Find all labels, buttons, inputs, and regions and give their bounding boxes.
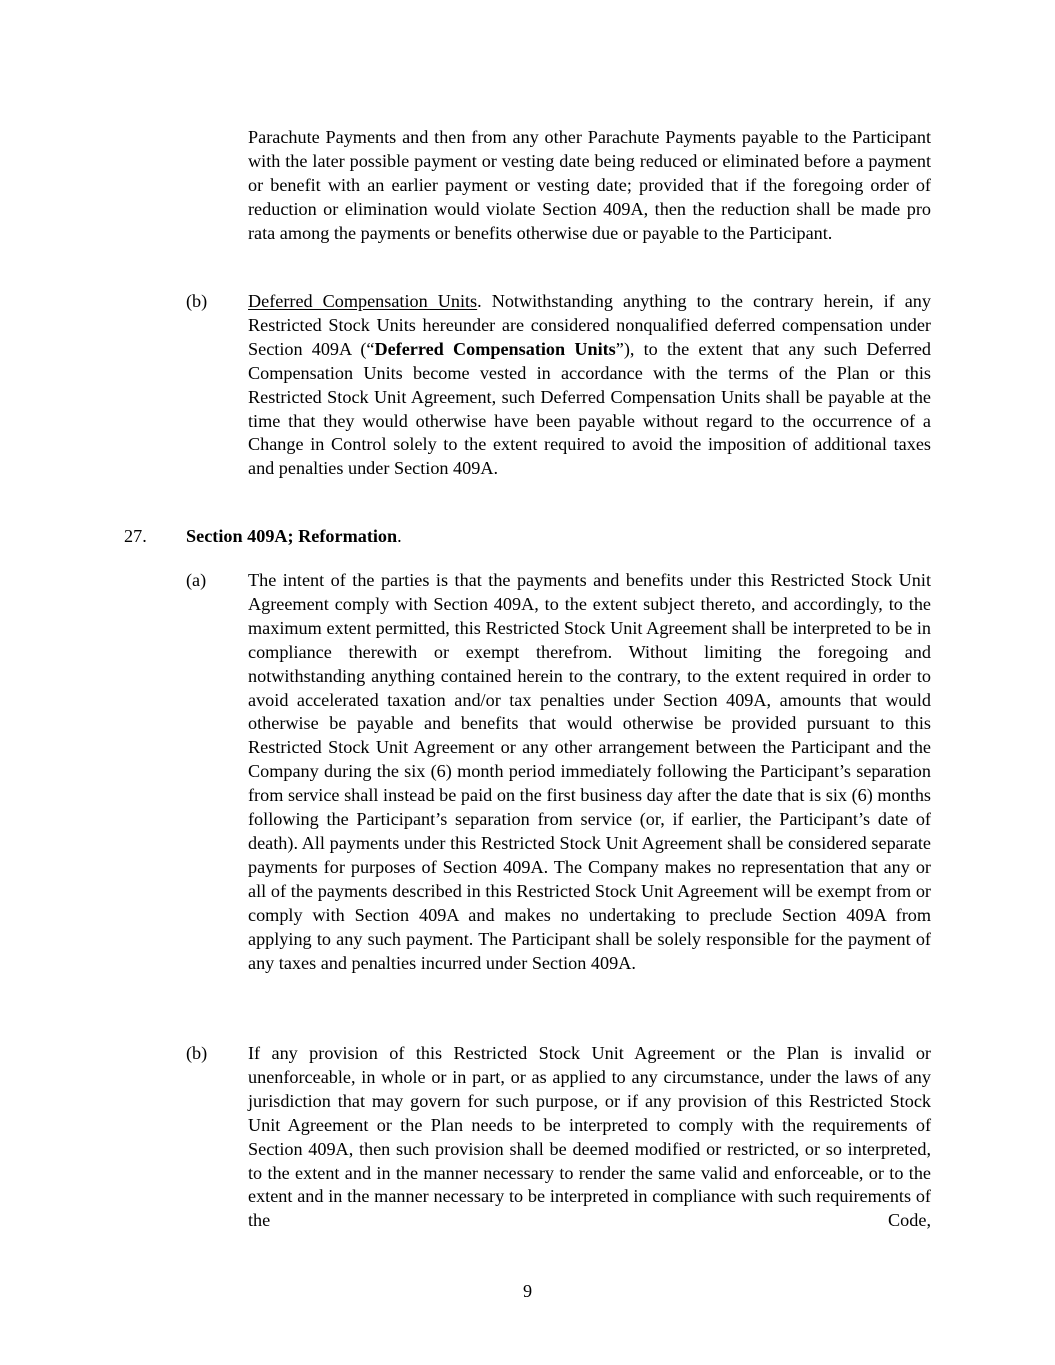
section-title-punctuation: .	[397, 526, 402, 546]
section-heading	[186, 525, 402, 549]
subsection-marker-b: (b)	[186, 1043, 208, 1063]
section-title: Section 409A; Reformation	[186, 526, 398, 546]
section-number: 27.	[124, 526, 147, 546]
continuation-paragraph: Parachute Payments and then from any other Parachute Payments payable to the Participant with the later possible payment or vesting date being reduced or eliminated before a payment or benefit with an earlier payment or vesting date; provided that if the foregoing order of reduction or elimination would violate Section 409A, then the reduction shall be made pro rata among the payments or benefits otherwise due or payable to the Participant.	[248, 127, 931, 243]
reformation-paragraph: If any provision of this Restricted Stock Unit Agreement or the Plan is invalid or unenforceable, in whole or in part, or as applied to any circumstance, under the laws of any jurisdiction that may govern for such purpose, or if any provision of this Restricted Stock Unit Agreement or the Plan needs to be interpreted to comply with the requirements of Section 409A, then such provision shall be deemed modified or restricted, or so interpreted, to the extent and in the manner necessary to render the same valid and enforceable, or to the extent and in the manner necessary to be interpreted in compliance with such requirements of the Code,	[248, 1043, 931, 1231]
paragraph-text: ”), to the extent that any such Deferred Compensation Units become vested in accordance with the terms of the Plan or this Restricted Stock Unit Agreement, such Deferred Compensation Units shall be payable at the time that they would otherwise have been payable without regard to the occurrence of a Change in Control solely to the extent required to avoid the imposition of additional taxes and penalties under Section 409A.	[248, 338, 931, 479]
heading-punctuation: .	[477, 291, 482, 311]
page-number: 9	[522, 1281, 533, 1301]
section-409a-intent-paragraph: The intent of the parties is that the payments and benefits under this Restricted Stock Unit Agreement comply with Section 409A, to the extent subject thereto, and accordingly, to the maximum extent permitted, this Restricted Stock Unit Agreement shall be interpreted to be in compliance therewith or exempt therefrom. Without limiting the foregoing and notwithstanding anything contained herein to the contrary, to the extent required in order to avoid accelerated taxation and/or tax penalties under Section 409A, amounts that would otherwise be payable and benefits that would otherwise be provided pursuant to this Restricted Stock Unit Agreement or any other arrangement between the Participant and the Company during the six (6) month period immediately following the Participant’s separation from service shall instead be paid on the first business day after the date that is six (6) months following the Participant’s separation from service (or, if earlier, the Participant’s date of death). All payments under this Restricted Stock Unit Agreement shall be considered separate payments for purposes of Section 409A. The Company makes no representation that any or all of the payments described in this Restricted Stock Unit Agreement will be exempt from or comply with Section 409A and makes no undertaking to preclude Section 409A from applying to any such payment. The Participant shall be solely responsible for the payment of any taxes and penalties incurred under Section 409A.	[248, 570, 931, 973]
subsection-marker-a: (a)	[186, 570, 207, 590]
subsection-marker-b: (b)	[186, 291, 208, 311]
deferred-compensation-paragraph	[248, 290, 931, 481]
paragraph-text: Notwithstanding anything to the contrary herein, if any Restricted Stock Units hereunder are considered nonqualified deferred compensation under Section 409A (“	[248, 291, 931, 359]
defined-term: Deferred Compensation Units	[374, 338, 616, 359]
deferred-compensation-heading: Deferred Compensation Units	[248, 291, 478, 311]
